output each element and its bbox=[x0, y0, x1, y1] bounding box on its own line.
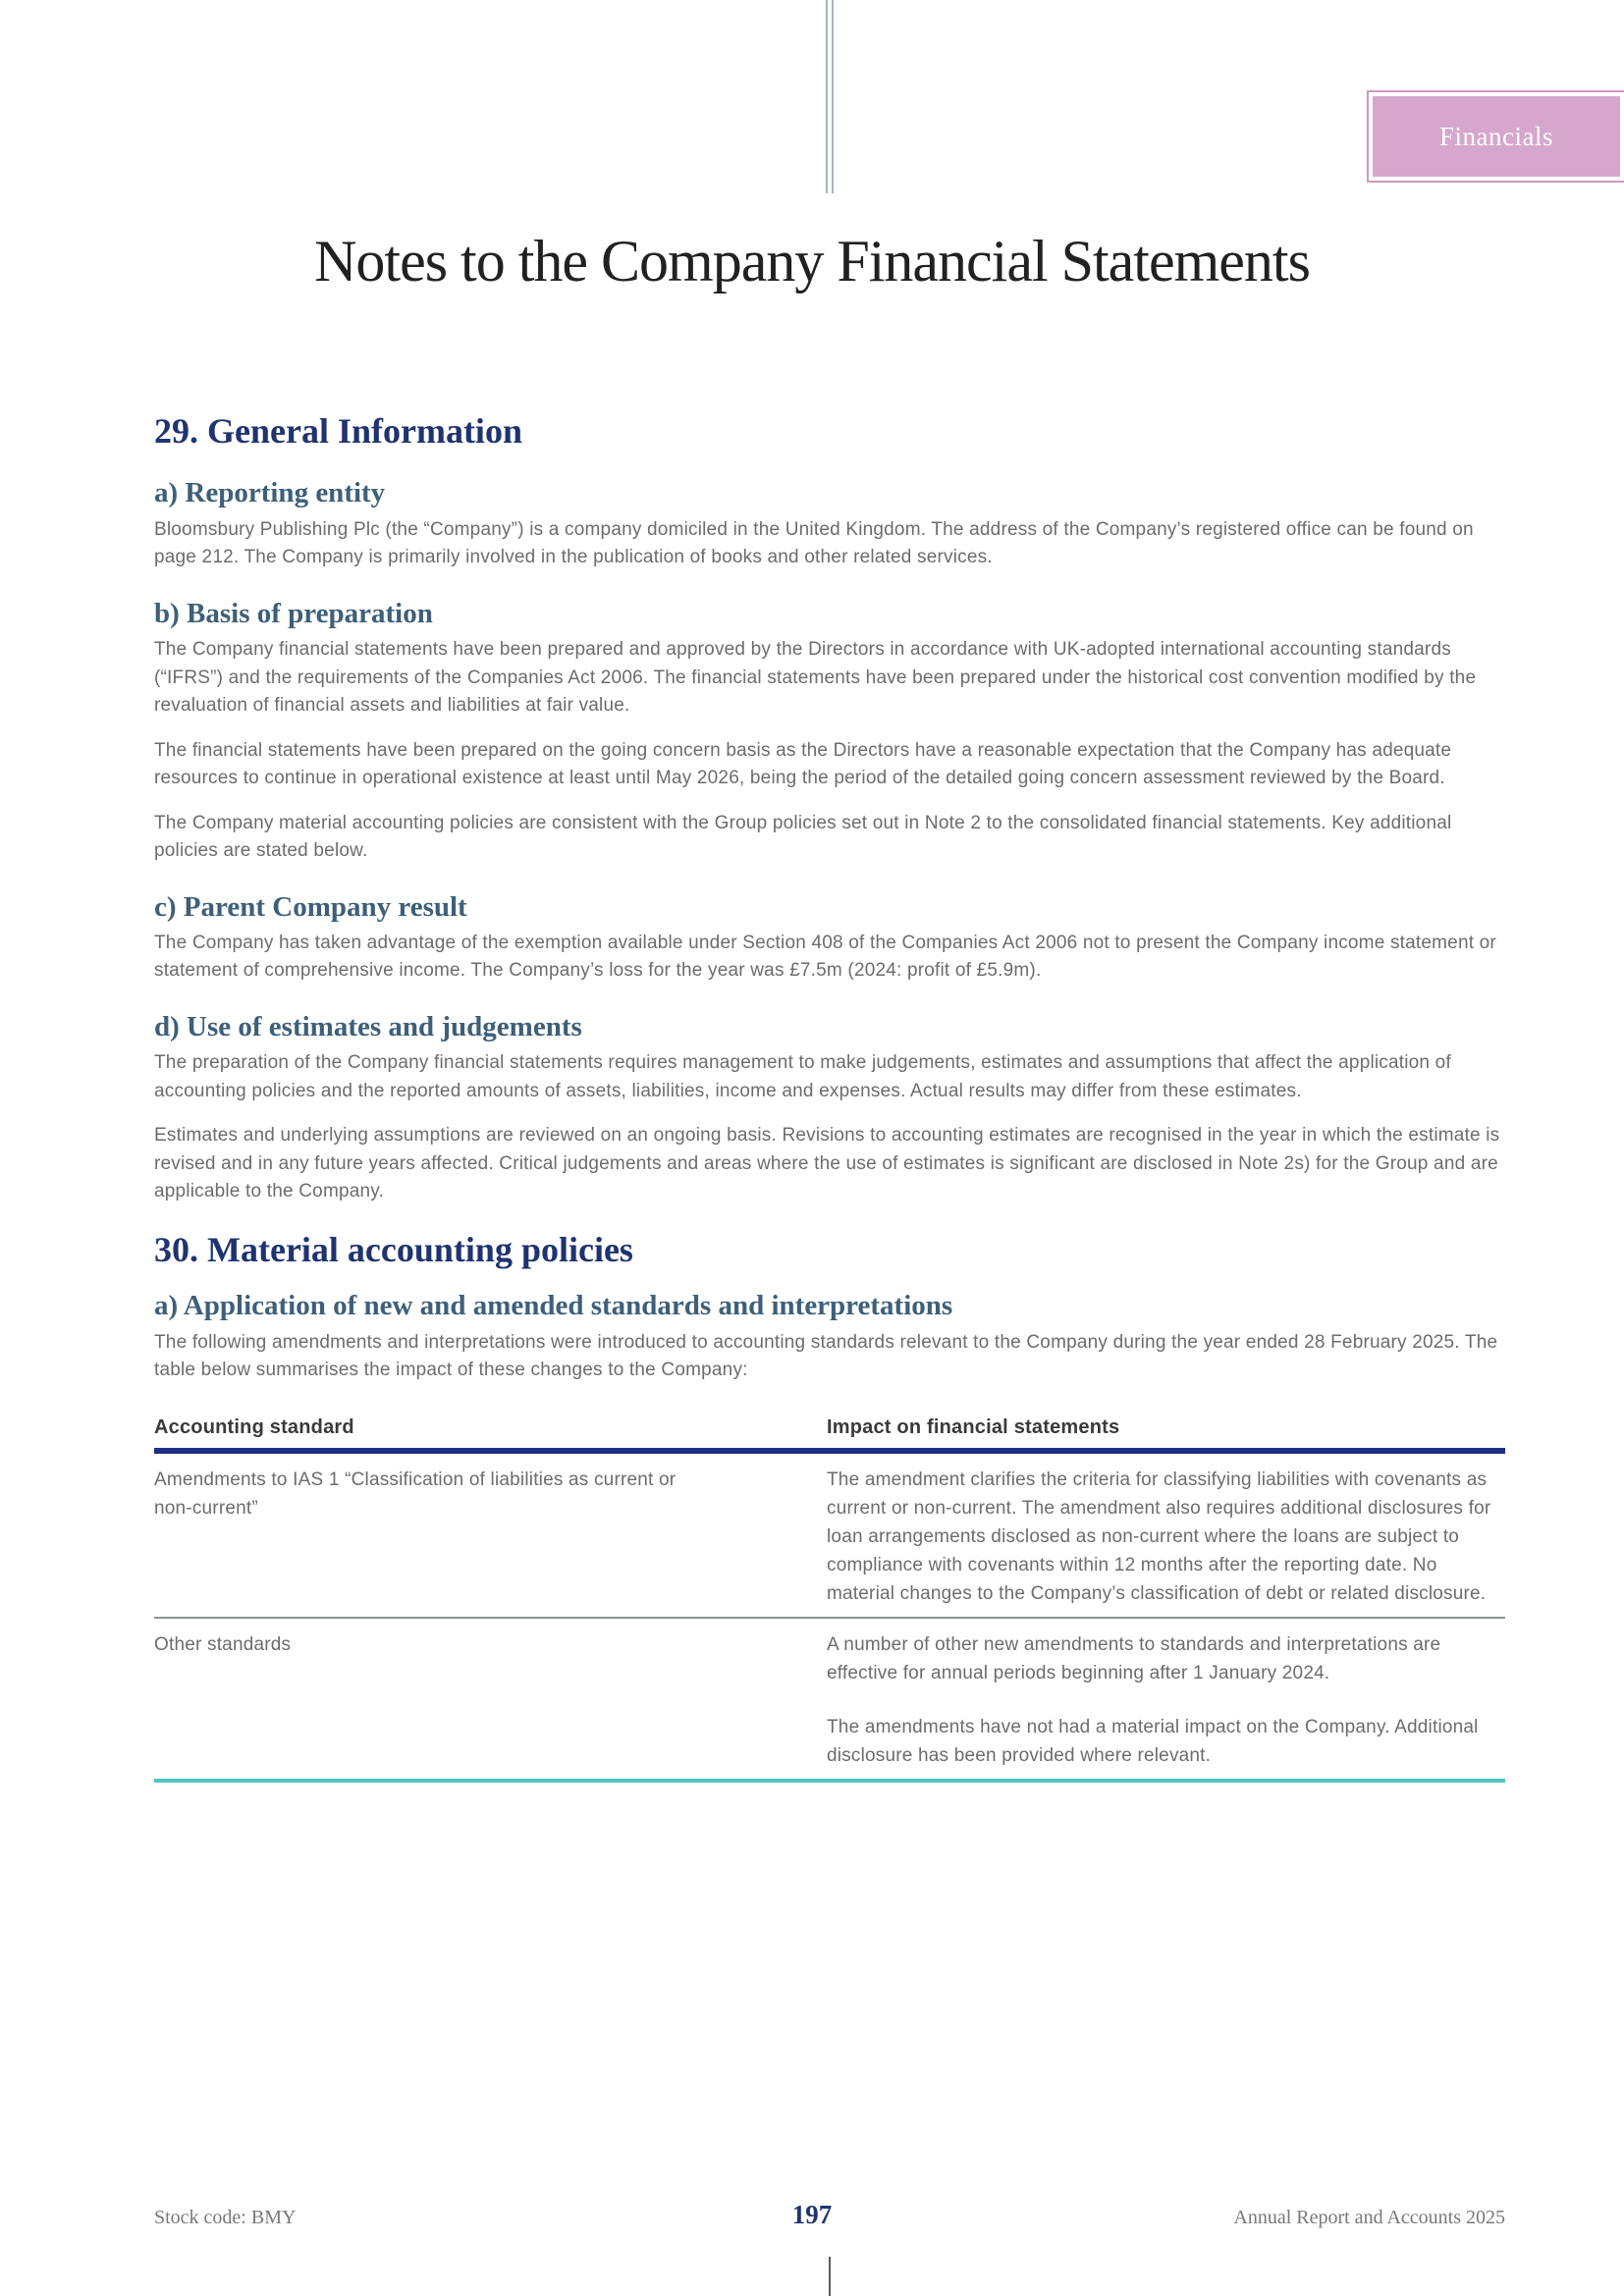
standards-impact-table bbox=[154, 1416, 1505, 1783]
cell-text: The amendments have not had a material impact on the Company. Additional disclosure has been provided where relevant. bbox=[827, 1716, 1479, 1766]
top-centre-divider bbox=[826, 0, 834, 193]
cell-impact bbox=[827, 1454, 1505, 1617]
subsection-29b-heading: b) Basis of preparation bbox=[154, 597, 433, 629]
paragraph: The preparation of the Company financial statements requires management to make judgements, estimates and assumptions that affect the application of accounting policies and the reported amounts of assets, liabilities, income and expenses. Actual results may differ from these estimates. bbox=[154, 1052, 1451, 1101]
section-29-heading: 29. General Information bbox=[154, 411, 522, 451]
page-number: 197 bbox=[791, 2200, 833, 2229]
cell-standard bbox=[154, 1619, 827, 1779]
subsection-29d-heading: d) Use of estimates and judgements bbox=[154, 1010, 582, 1042]
subsection-29a-heading: a) Reporting entity bbox=[154, 477, 386, 509]
paragraph: Estimates and underlying assumptions are reviewed on an ongoing basis. Revisions to accounting estimates are recognised in the year in which the estimate is revised and in any future years affected. Critical judgements and areas where the use of estimates is significant are disclosed in Note 2s) for the Group and are applicable to the Company. bbox=[154, 1125, 1500, 1202]
paragraph: The Company financial statements have been prepared and approved by the Directors in accordance with UK-adopted international accounting standards (“IFRS”) and the requirements of the Companies Act 2006. The financial statements have been prepared under the historical cost convention modified by the revaluation of financial assets and liabilities at fair value. bbox=[154, 639, 1477, 717]
paragraph: The Company has taken advantage of the exemption available under Section 408 of the Companies Act 2006 not to present the Company income statement or statement of comprehensive income. The Company’s loss for the year was £7.5m (2024: profit of £5.9m). bbox=[154, 932, 1496, 982]
paragraph: The Company material accounting policies are consistent with the Group policies set out in Note 2 to the consolidated financial statements. Key additional policies are stated below. bbox=[154, 812, 1452, 862]
section-tab-fill bbox=[1373, 96, 1620, 177]
cell-impact bbox=[827, 1619, 1505, 1779]
page-title: Notes to the Company Financial Statements bbox=[314, 229, 1310, 294]
cell-standard bbox=[154, 1454, 827, 1617]
section-tab-financials bbox=[1367, 90, 1624, 183]
paragraph: Bloomsbury Publishing Plc (the “Company”) is a company domiciled in the United Kingdom. The address of the Company’s registered office can be found on page 212. The Company is primarily involved in the publication of books and other related services. bbox=[154, 518, 1474, 568]
paragraph: The following amendments and interpretations were introduced to accounting standards relevant to the Company during the year ended 28 February 2025. The table below summarises the impact of these changes to the Company: bbox=[154, 1331, 1498, 1380]
paragraph: The financial statements have been prepared on the going concern basis as the Directors have a reasonable expectation that the Company has adequate resources to continue in operational existence at least until May 2026, being the period of the detailed going concern assessment reviewed by the Board. bbox=[154, 739, 1452, 789]
cell-text: Amendments to IAS 1 “Classification of liabilities as current or non-current” bbox=[154, 1468, 677, 1519]
section-tab-label: Financials bbox=[1439, 121, 1553, 151]
column-header-impact: Impact on financial statements bbox=[827, 1416, 1505, 1454]
cell-text: The amendment clarifies the criteria for classifying liabilities with covenants as current or non-current. The amendment also requires additional disclosures for loan arrangements disclosed as non-current where the loans are subject to compliance with covenants within 12 months after the reporting date. No material changes to the Company’s classification of debt or related disclosure. bbox=[827, 1468, 1491, 1604]
divider-line bbox=[826, 0, 828, 193]
column-header-accounting-standard: Accounting standard bbox=[154, 1416, 827, 1454]
footer-report-title: Annual Report and Accounts 2025 bbox=[1233, 2207, 1505, 2228]
table-row bbox=[154, 1454, 1505, 1619]
subsection-29c-heading: c) Parent Company result bbox=[154, 890, 467, 923]
page-content bbox=[154, 411, 1505, 1783]
section-30-heading: 30. Material accounting policies bbox=[154, 1229, 633, 1269]
footer-stock-code: Stock code: BMY bbox=[154, 2207, 297, 2228]
cell-text: A number of other new amendments to standards and interpretations are effective for annual periods beginning after 1 January 2024. bbox=[827, 1633, 1441, 1683]
table-row bbox=[154, 1619, 1505, 1783]
table-header-row bbox=[154, 1416, 1505, 1454]
divider-line bbox=[832, 0, 834, 193]
bottom-centre-divider bbox=[829, 2257, 831, 2296]
cell-text: Other standards bbox=[154, 1633, 292, 1655]
subsection-30a-heading: a) Application of new and amended standards and interpretations bbox=[154, 1290, 953, 1322]
